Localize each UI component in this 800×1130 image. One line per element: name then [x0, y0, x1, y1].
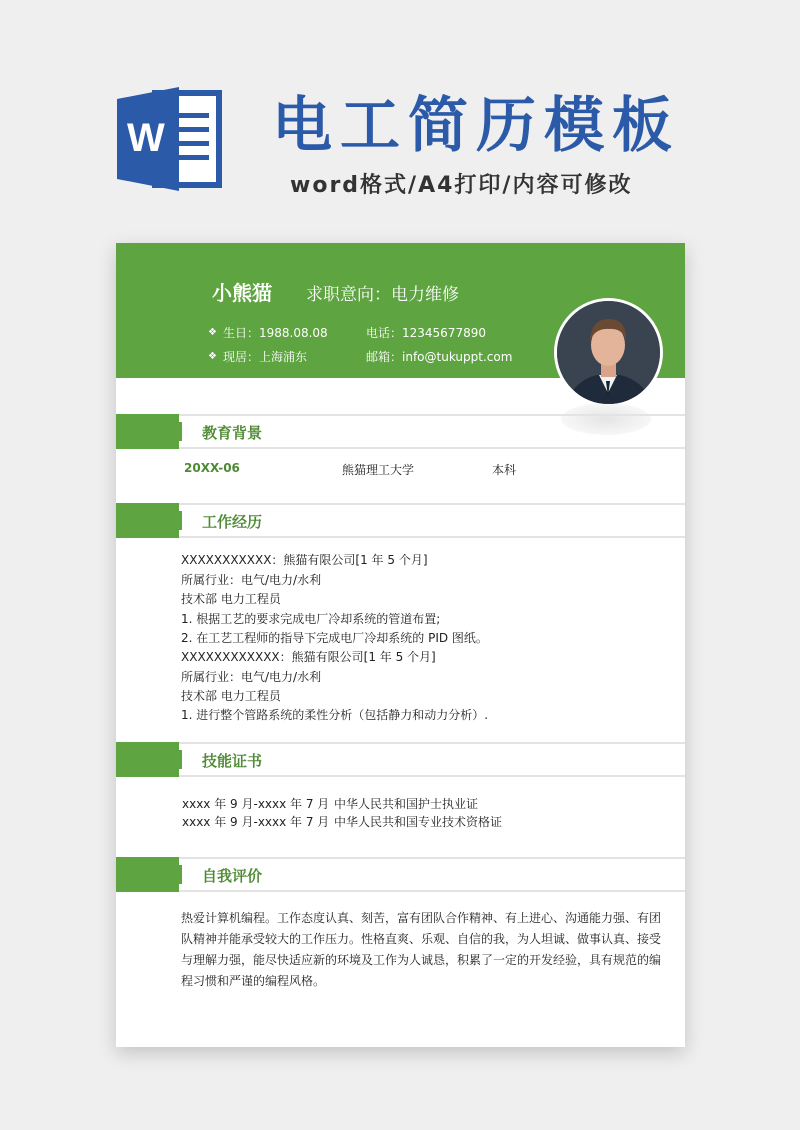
- work-line: 技术部 电力工程员: [181, 689, 281, 703]
- self-evaluation-text: 热爱计算机编程。工作态度认真、刻苦，富有团队合作精神、有上进心、沟通能力强、有团队精神并能承受较大的工作压力。性格直爽、乐观、自信的我，为人坦诚、做事认真、接受与理解力强，能尽快适应新的环境及工作为人诚恳，积累了一定的开发经验，具有规范的编程习惯和严谨的编程风格。: [181, 911, 662, 988]
- skill-cert: 中华人民共和国护士执业证: [334, 797, 479, 811]
- address-text: 现居：上海浦东: [222, 350, 307, 364]
- section-accent: [179, 750, 182, 769]
- diamond-icon: ❖: [208, 327, 217, 338]
- word-icon-letter: W: [127, 116, 165, 160]
- section-education: [179, 414, 685, 449]
- work-line: 所属行业：电气/电力/水利: [181, 573, 322, 587]
- phone-text: 电话：12345677890: [366, 326, 486, 340]
- birth-info: [208, 324, 328, 341]
- avatar: [554, 298, 663, 407]
- section-title: 自我评价: [202, 867, 263, 885]
- work-line: XXXXXXXXXXXX：熊猫有限公司[1 年 5 个月]: [181, 650, 436, 664]
- banner-title: 电工简历模板: [272, 91, 680, 161]
- email-info: [366, 348, 512, 365]
- diamond-icon: ❖: [208, 351, 217, 362]
- skill-period: xxxx 年 9 月-xxxx 年 7 月: [182, 797, 330, 811]
- section-accent: [179, 865, 182, 884]
- work-line: 所属行业：电气/电力/水利: [181, 670, 322, 684]
- education-date: 20XX-06: [184, 461, 240, 475]
- skill-cert: 中华人民共和国专业技术资格证: [334, 815, 503, 829]
- section-work: [179, 503, 685, 538]
- email-text: 邮箱：info@tukuppt.com: [366, 350, 513, 364]
- section-skills: [179, 742, 685, 777]
- skill-period: xxxx 年 9 月-xxxx 年 7 月: [182, 815, 330, 829]
- section-title: 技能证书: [202, 752, 263, 770]
- work-line: 1. 进行整个管路系统的柔性分析（包括静力和动力分析）.: [181, 708, 489, 722]
- education-degree: 本科: [492, 463, 517, 477]
- candidate-name: 小熊猫: [212, 281, 272, 305]
- section-marker: [116, 414, 179, 449]
- section-accent: [179, 422, 182, 441]
- section-title: 工作经历: [202, 513, 263, 531]
- word-icon: [117, 85, 227, 193]
- birth-text: 生日：1988.08.08: [222, 326, 328, 340]
- section-marker: [116, 742, 179, 777]
- address-info: [208, 348, 307, 365]
- job-intent: 求职意向：电力维修: [306, 285, 459, 305]
- work-line: 1. 根据工艺的要求完成电厂冷却系统的管道布置;: [181, 612, 441, 626]
- phone-info: [366, 324, 486, 341]
- resume-page: [116, 243, 685, 1047]
- banner-subtitle: word格式/A4打印/内容可修改: [290, 173, 633, 198]
- section-marker: [116, 857, 179, 892]
- section-marker: [116, 503, 179, 538]
- work-line: 2. 在工艺工程师的指导下完成电厂冷却系统的 PID 图纸。: [181, 631, 488, 645]
- section-title: 教育背景: [202, 424, 263, 442]
- work-line: XXXXXXXXXXX：熊猫有限公司[1 年 5 个月]: [181, 553, 428, 567]
- section-accent: [179, 511, 182, 530]
- work-line: 技术部 电力工程员: [181, 592, 281, 606]
- section-self: [179, 857, 685, 892]
- portrait-icon: [557, 301, 660, 404]
- education-school: 熊猫理工大学: [342, 463, 415, 477]
